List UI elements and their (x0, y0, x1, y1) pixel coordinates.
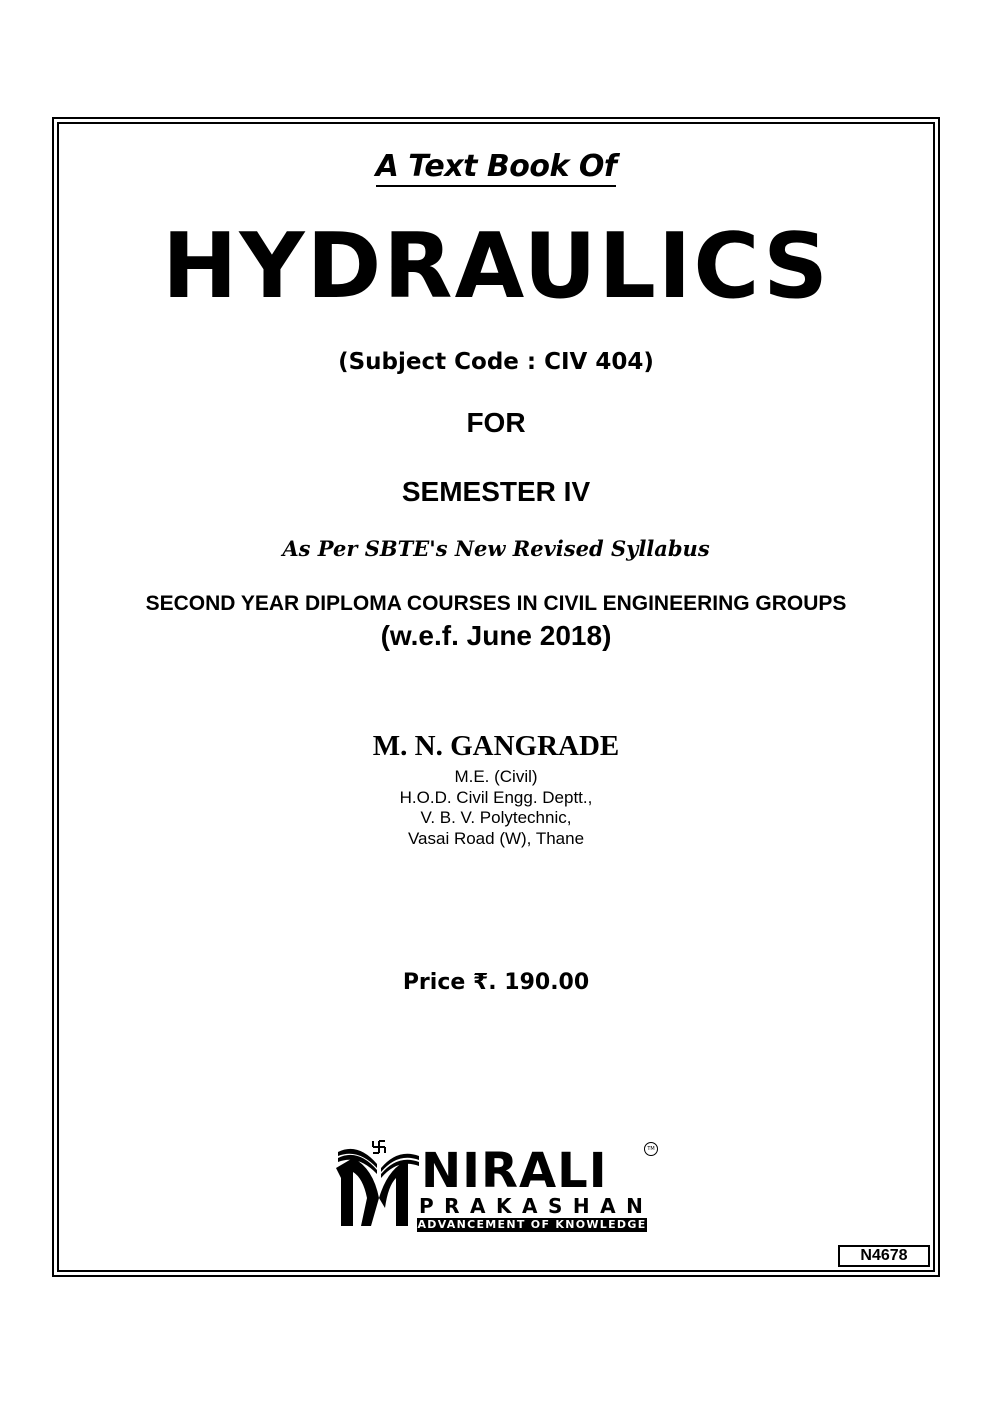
semester: SEMESTER IV (401, 476, 591, 507)
publisher-subname: PRAKASHAN (419, 1194, 654, 1218)
book-title: HYDRAULICS (162, 214, 830, 319)
price: Price ₹. 190.00 (402, 970, 590, 995)
author-institute: V. B. V. Polytechnic, (420, 808, 572, 827)
author-qualification: M.E. (Civil) (454, 767, 538, 786)
publisher-name: NIRALI (421, 1143, 608, 1199)
effective-date: (w.e.f. June 2018) (380, 620, 612, 651)
publisher-logo (333, 1138, 663, 1233)
for-label: FOR (466, 407, 526, 438)
series-title: A Text Book Of (0, 150, 992, 183)
author-location: Vasai Road (W), Thane (407, 829, 585, 848)
author-position: H.O.D. Civil Engg. Deptt., (399, 788, 593, 807)
swastika-icon (373, 1141, 385, 1153)
publisher-tagline: ADVANCEMENT OF KNOWLEDGE (417, 1218, 647, 1231)
book-code: N4678 (838, 1245, 930, 1267)
syllabus-note: As Per SBTE's New Revised Syllabus (282, 536, 710, 561)
book-emblem-icon (333, 1138, 421, 1233)
trademark-mark: TM (644, 1142, 658, 1156)
author-name: M. N. GANGRADE (372, 730, 620, 762)
course-line: SECOND YEAR DIPLOMA COURSES IN CIVIL ENGINEERING GROUPS (145, 592, 847, 615)
subject-code: (Subject Code : CIV 404) (338, 349, 654, 375)
